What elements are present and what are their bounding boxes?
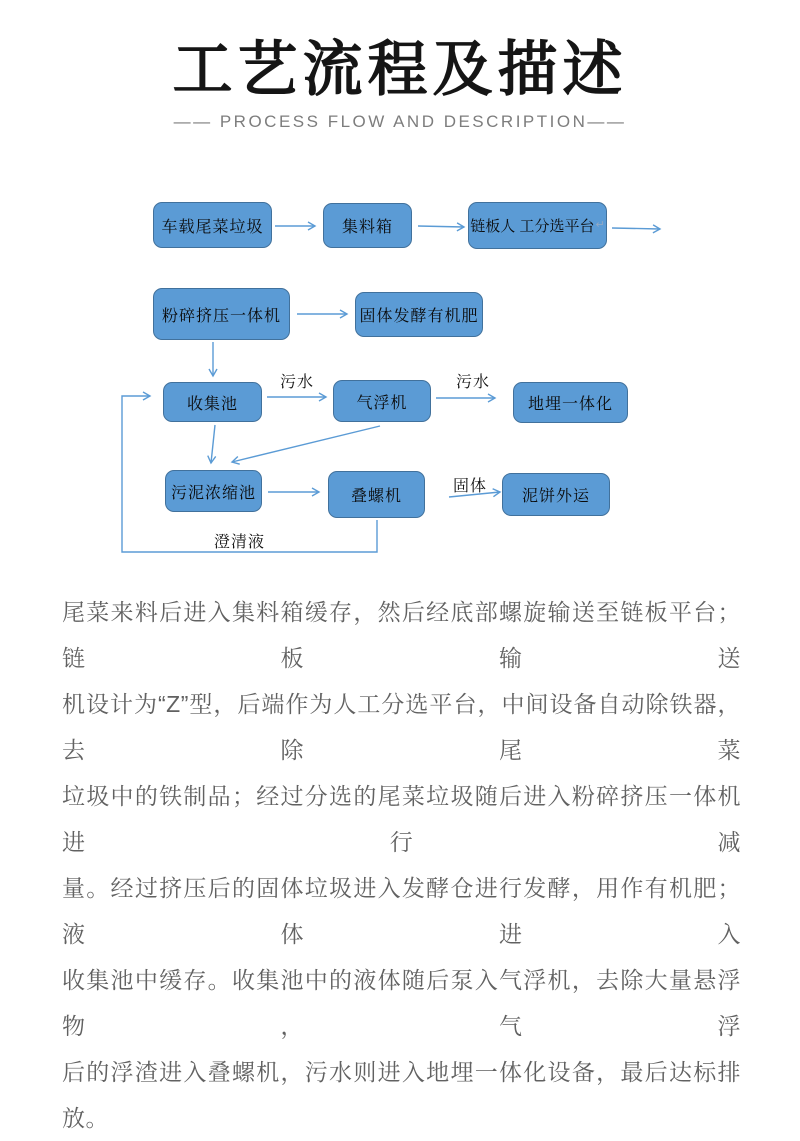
description-line: 尾菜来料后进入集料箱缓存，然后经底部螺旋输送至链板平台；链板输送 <box>62 599 741 671</box>
node-sludge-thickening-pool <box>165 470 262 512</box>
edge-label-sewage-1: 污水 <box>280 374 315 391</box>
node-label: 气浮机 <box>356 394 408 412</box>
page-title: 工艺流程及描述 <box>172 36 628 103</box>
node-collection-pool <box>163 382 262 422</box>
description-line: 收集池中缓存。收集池中的液体随后泵入气浮机，去除大量悬浮物，气浮 <box>62 967 741 1039</box>
node-label: 车载尾菜垃圾 <box>161 218 264 236</box>
node-stacked-screw-machine <box>328 471 425 518</box>
node-label: 链板人 工分选平台 <box>470 218 595 235</box>
arrow-collection-box-to-sorting-platform <box>418 226 464 227</box>
node-label: 叠螺机 <box>350 488 402 505</box>
node-collection-box <box>323 203 412 248</box>
description-line: 后的浮渣进入叠螺机，污水则进入地埋一体化设备，最后达标排放。 <box>62 1059 741 1131</box>
node-air-flotation-machine <box>333 380 431 422</box>
node-label: 污泥浓缩池 <box>170 484 256 502</box>
edge-label-sewage-2: 污水 <box>456 374 491 391</box>
node-label: 地埋一体化 <box>527 396 613 413</box>
node-solid-fermentation-organic-fertilizer <box>355 292 483 337</box>
page-subtitle: —— PROCESS FLOW AND DESCRIPTION—— <box>173 112 627 131</box>
node-chain-plate-manual-sorting-platform <box>468 202 607 249</box>
node-label: 固体发酵有机肥 <box>359 308 479 325</box>
edge-label-solid: 固体 <box>453 478 488 495</box>
node-vehicle-tail-vegetable-waste <box>153 202 272 248</box>
arrow-air-flotation-to-sludge-pool <box>232 426 380 462</box>
node-crushing-squeezing-machine <box>153 288 290 340</box>
description-line: 量。经过挤压后的固体垃圾进入发酵仓进行发酵，用作有机肥；液体进入 <box>62 875 741 947</box>
node-mud-cake-outbound <box>502 473 610 516</box>
node-label: 收集池 <box>186 395 238 413</box>
arrow-sorting-platform-out <box>612 228 660 229</box>
description-line: 机设计为“Z”型，后端作为人工分选平台，中间设备自动除铁器，去除尾菜 <box>62 691 741 763</box>
process-description <box>62 589 741 1141</box>
node-label: 泥饼外运 <box>521 488 590 505</box>
line-break-mark: ↵ <box>595 219 605 231</box>
node-label: 集料箱 <box>341 219 393 236</box>
description-line: 垃圾中的铁制品；经过分选的尾菜垃圾随后进入粉碎挤压一体机进行减 <box>62 783 741 855</box>
node-label: 粉碎挤压一体机 <box>161 307 281 325</box>
node-underground-integrated-equipment <box>513 382 628 423</box>
edge-label-clarified-liquid: 澄清液 <box>214 534 266 551</box>
arrow-collection-pool-to-sludge-pool <box>211 425 215 463</box>
